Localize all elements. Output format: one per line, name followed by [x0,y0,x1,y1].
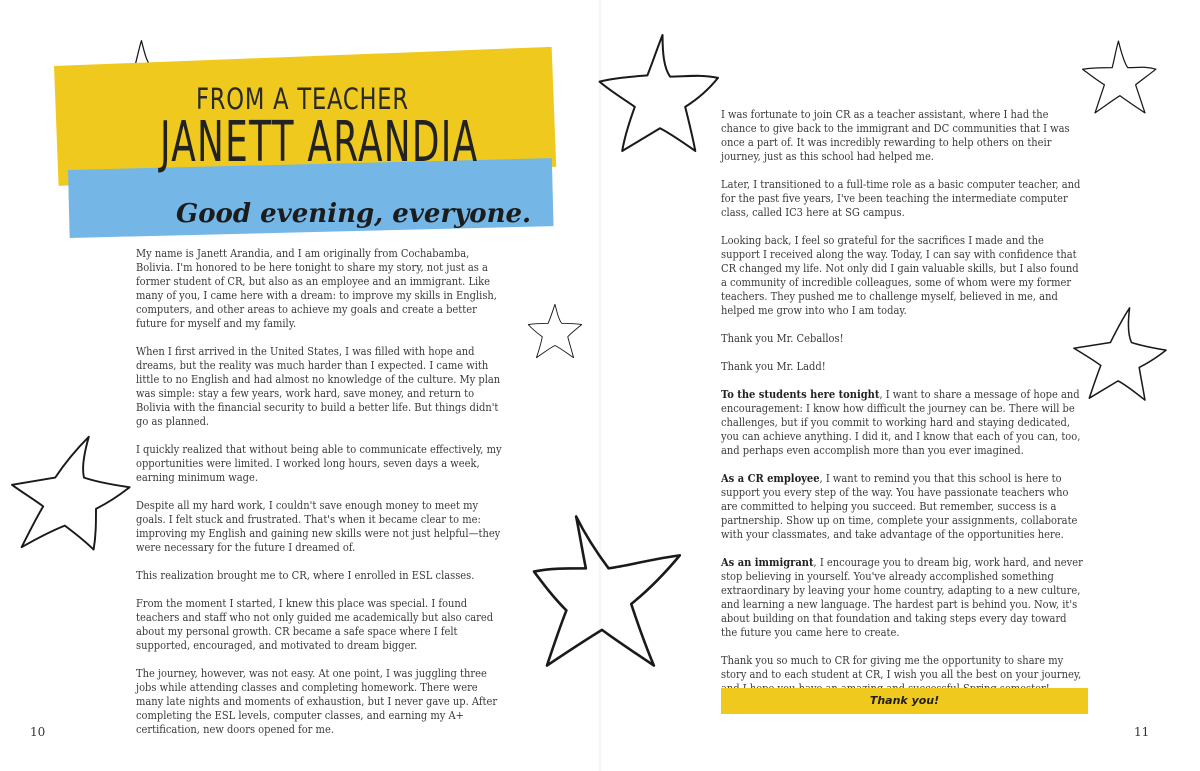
page-number-right: 11 [1134,725,1150,739]
paragraph-body: , I want to remind you that this school is here to support you every step of the way. You have passionate teachers who are committed to helping you succeed. But remember, success is a partnership. Show up on time, complete your assignments, collaborate with your classmates, and take advantage of the opportunities here. [721,472,1078,541]
greeting-heading: Good evening, everyone. [176,199,532,229]
paragraph: My name is Janett Arandia, and I am originally from Cochabamba, Bolivia. I'm honored to be here tonight to share my story, not just as a former student of CR, but also as an employee and an immigrant. Like many of you, I came here with a dream: to improve my skills in English, computers, and other areas to achieve my goals and create a better future for myself and my family. [136,247,497,330]
section-kicker: FROM A TEACHER [196,82,409,116]
paragraph: I was fortunate to join CR as a teacher assistant, where I had the chance to give back to the immigrant and DC communities that I was once a part of. It was incredibly rewarding to help others on their journey, just as this school had helped me. [721,108,1070,163]
paragraph: Thank you Mr. Ladd! [721,360,826,373]
paragraph: Later, I transitioned to a full-time role as a basic computer teacher, and for the past five years, I've been teaching the intermediate computer class, called IC3 here at SG campus. [721,178,1081,219]
paragraph: Thank you Mr. Ceballos! [721,332,844,345]
paragraph: I quickly realized that without being able to communicate effectively, my opportunities were limited. I worked long hours, seven days a week, earning minimum wage. [136,443,502,484]
star-doodle-icon [1080,38,1160,116]
paragraph: Looking back, I feel so grateful for the sacrifices I made and the support I received along the way. Today, I can say with confidence that CR changed my life. Not only did I gain valuable skills, but I also found a community of incredible colleagues, some of whom were my former teachers. They pushed me to challenge myself, believed in me, and helped me grow into who I am today. [721,234,1079,317]
paragraph-body: , I encourage you to dream big, work hard, and never stop believing in yourself. You've already accomplished something extraordinary by leaving your home country, adapting to a new culture, and learning a new language. The hardest part is behind you. Now, it's about building on that foundation and taking steps every day toward the future you came here to create. [721,556,1083,639]
right-text-column [721,108,1083,710]
star-doodle-icon [596,30,724,156]
star-doodle-icon [530,510,700,672]
closing-banner-text: Thank you! [869,694,940,707]
paragraph [721,556,1083,640]
paragraph: Despite all my hard work, I couldn't save enough money to meet my goals. I felt stuck and frustrated. That's when it became clear to me: improving my English and gaining new skills were not just helpful—they were necessary for the future I dreamed of. [136,499,501,554]
paragraph-lead: As an immigrant [721,556,814,569]
page-title: JANETT ARANDIA [160,110,479,175]
left-text-column [136,247,503,751]
paragraph: From the moment I started, I knew this place was special. I found teachers and staff who not only guided me academically but also cared about my personal growth. CR became a safe space where I felt supported, encouraged, and motivated to dream bigger. [136,597,494,652]
paragraph [721,472,1083,542]
paragraph-lead: To the students here tonight [721,388,880,401]
paragraph [721,388,1083,458]
star-doodle-icon [1072,306,1168,402]
paragraph: The journey, however, was not easy. At one point, I was juggling three jobs while attending classes and completing homework. There were many late nights and moments of exhaustion, but I never gave up. After completing the ESL levels, computer classes, and earning my A+ certification, new doors opened for me. [136,667,498,736]
paragraph: Thank you so much to CR for giving me the opportunity to share my story and to each student at CR, I wish you all the best on your journey, [721,654,1082,681]
page-number-left: 10 [30,725,46,739]
closing-banner [721,688,1088,714]
paragraph-body: , I want to share a message of hope and encouragement: I know how difficult the journey can be. There will be challenges, but if you commit to working hard and staying dedicated, you can achieve anything. I did it, and I know that each of you can, too, and perhaps even accomplish more than you ever imagined. [721,388,1081,457]
star-doodle-icon [12,432,132,552]
paragraph-lead: As a CR employee [721,472,820,485]
paragraph: When I first arrived in the United States, I was filled with hope and dreams, but the reality was much harder than I expected. I came with little to no English and had almost no knowledge of the culture. My plan was simple: stay a few years, work hard, save money, and return to Bolivia with the financial security to build a better life. But things didn't go as planned. [136,345,501,428]
star-doodle-icon [526,302,584,360]
paragraph: This realization brought me to CR, where I enrolled in ESL classes. [136,569,475,582]
